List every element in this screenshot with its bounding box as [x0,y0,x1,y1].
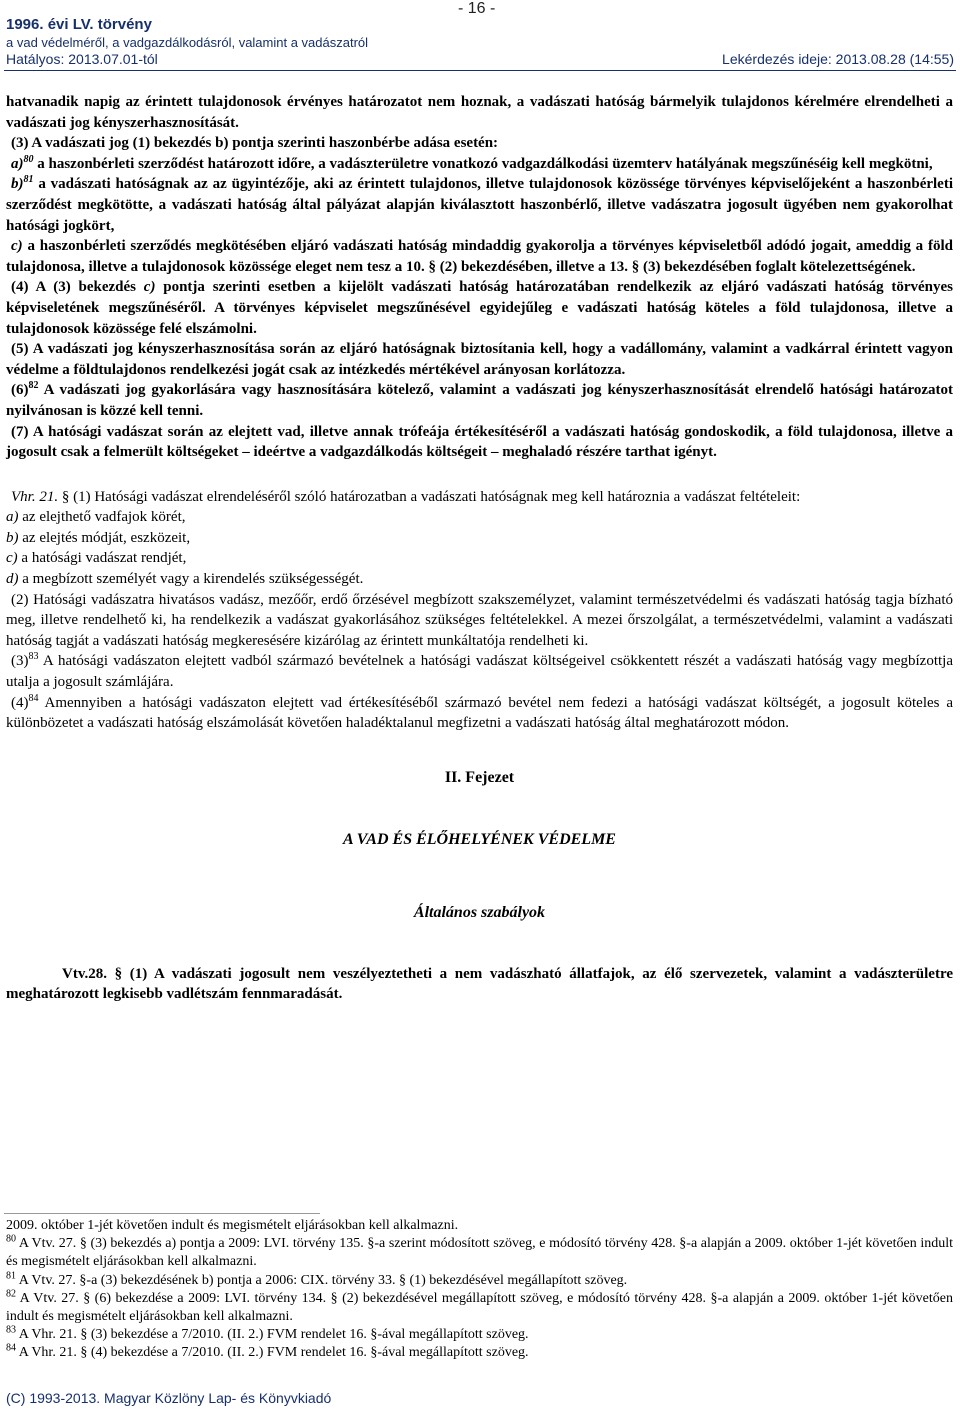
point-label: b) [6,529,19,546]
list-item [6,528,953,549]
list-item-text: a megbízott személyét vagy a kirendelés szükségességét. [18,571,364,588]
footnote-ref[interactable]: 83 [28,651,39,663]
paragraph [6,651,953,692]
paragraph-text: A vadászati jog gyakorlására vagy hasznosítására kötelező, valamint a vadászati jog kényszerhasznosítását elrendelő hatósági határozatot nyilvánosan is közzé kell tenni. [6,382,953,419]
law-subtitle: a vad védelméről, a vadgazdálkodásról, valamint a vadászatról [6,35,369,50]
footnote-ref[interactable]: 81 [23,174,34,186]
paragraph-label: (4) [11,694,29,711]
footnote-text: A Vhr. 21. § (4) bekezdése a 7/2010. (II. 2.) FVM rendelet 16. §-ával megállapított szöveg. [16,1345,529,1361]
list-item-text: az elejtés módját, eszközeit, [18,529,191,546]
paragraph-text: a haszonbérleti szerződést határozott időre, a vadászterületre vonatkozó vadgazdálkodási üzemterv hatályának megszűnéséig kell megkötni, [33,155,933,172]
page-footer: (C) 1993-2013. Magyar Közlöny Lap- és Könyvkiadó [6,1390,332,1406]
footnote-ref[interactable]: 84 [28,692,39,704]
list-item [6,548,953,569]
paragraph-text: a vadászati hatóságnak az az ügyintézője, aki az érintett tulajdonos, illetve tulajdonosok közössége törvényes képviselőjeként a haszonbérleti szerződést megkötötte, a vadászati hatóság által pályázat alapján kiválasztott haszonbérlő, illetve vadászatra jogosult ügyében nem gyakorolhat hatósági jogkört, [6,176,953,234]
footnote-ref[interactable]: 82 [28,380,39,392]
footnote-text: A Vhr. 21. § (3) bekezdése a 7/2010. (II. 2.) FVM rendelet 16. §-ával megállapított szöveg. [16,1327,529,1343]
footnote-number: 84 [6,1342,16,1354]
paragraph-text: § (1) Hatósági vadászat elrendeléséről szóló határozatban a vadászati hatóságnak meg kell határoznia a vadászat feltételeit: [58,488,801,505]
query-time: Lekérdezés ideje: 2013.08.28 (14:55) [722,51,954,67]
list-item [6,507,953,528]
point-label: c) [11,238,23,255]
chapter-title: A VAD ÉS ÉLŐHELYÉNEK VÉDELME [343,831,616,849]
paragraph-text: (4) A (3) bekezdés [11,279,144,296]
paragraph-label: (3) [11,653,29,670]
footnote [6,1326,953,1344]
paragraph [6,277,953,339]
document-body [6,92,953,1005]
paragraph-text: a haszonbérleti szerződés megkötésében eljáró vadászati hatóság mindaddig gyakorolja a törvényes képviseletből adódó jogait, ameddig a föld tulajdonosa, illetve a tulajdonosok közössége eleget nem tesz a 10. § (2) bekezdésében, illetve a 13. § (3) bekezdésében foglalt kötelezettségének. [6,238,953,275]
point-ref: c) [143,279,156,296]
point-label: d) [6,571,19,588]
point-label: b) [11,176,24,193]
paragraph [6,133,953,154]
footnote-text: A Vtv. 27. § (3) bekezdés a) pontja a 2009: LVI. törvény 135. §-a szerint módosított szöveg, e módosító törvény 428. §-a alapján a 2009. október 1-jét követően indult és megismételt eljárásokban kell alkalmazni. [6,1236,953,1270]
section-title: Általános szabályok [413,904,546,921]
footnote-number: 81 [6,1269,16,1281]
paragraph [6,174,953,236]
paragraph-text: Amennyiben a hatósági vadászaton elejtett vad értékesítéséből származó bevétel nem fedezi a hatósági vadászat költségét, a jogosult köteles a különbözetet a vadászati hatóság elszámolását követően haladéktalanul megfizetni a vadászati hatóság által meghatározott módon. [6,694,953,732]
paragraph-text: pontja szerinti esetben a kijelölt vadászati hatóság határozatában rendelkezik az eljáró vadászati hatóság törvényes képviseletének megszűnéséről. A törvényes képviselet megszűnésével egyidejűleg e vadászati hatóság köteles a föld tulajdonosa, illetve a tulajdonosok közössége felé elszámolni. [6,279,953,337]
paragraph [6,236,953,277]
paragraph [6,154,953,175]
section-ref: Vhr. 21. [11,488,59,505]
footnote-number: 82 [6,1288,16,1300]
footnote [6,1235,953,1271]
list-item [6,569,953,590]
effective-date: Hatályos: 2013.07.01-tól [6,51,158,67]
paragraph-text: A hatósági vadászaton elejtett vadból származó bevételnek a hatósági vadászat költségeivel csökkentett részét a vadászati hatóság vagy megbízottja utalja a jogosult számlájára. [6,653,953,691]
header-rule [4,70,956,71]
list-item-text: az elejthető vadfajok körét, [18,509,186,526]
list-item-text: a hatósági vadászat rendjét, [17,550,187,567]
point-label: a) [6,509,19,526]
paragraph [6,487,953,508]
footnotes [6,1217,953,1363]
footnote-number: 83 [6,1324,16,1336]
page-number: - 16 - [458,0,496,17]
paragraph: (5) A vadászati jog kényszerhasznosítása során az eljáró hatóságnak biztosítania kell, hogy a vadállomány, valamint a vadkárral érintett vagyon védelme a földtulajdonos rendelkezési jogát csak az intézkedés mértékével arányosan korlátozza. [6,341,953,378]
footnote-number: 80 [6,1233,16,1245]
paragraph: hatvanadik napig az érintett tulajdonosok érvényes határozatot nem hoznak, a vadászati hatóság bármelyik tulajdonos kérelmére elrendelheti a vadászati jog kényszerhasznosítását. [6,94,953,131]
footnote [6,1217,953,1235]
footnote-text: A Vtv. 27. §-a (3) bekezdésének b) pontja a 2006: CIX. törvény 33. § (1) bekezdésével megállapított szöveg. [16,1272,628,1288]
footnote-ref[interactable]: 80 [23,153,34,165]
point-label: c) [6,550,18,567]
point-label: a) [11,155,24,172]
chapter-heading: II. Fejezet [444,768,515,786]
law-title: 1996. évi LV. törvény [6,16,152,33]
paragraph [6,380,953,421]
paragraph-text: (3) A vadászati jog (1) bekezdés b) pontja szerinti haszonbérbe adása esetén: [11,135,499,152]
footnote [6,1290,953,1326]
footnote [6,1344,953,1362]
spacer [6,463,953,487]
footnote-text: 2009. október 1-jét követően indult és megismételt eljárásokban kell alkalmazni. [6,1218,459,1233]
footnote-rule [4,1213,320,1214]
paragraph: (2) Hatósági vadászatra hivatásos vadász, mezőőr, erdő őrzésével megbízott szakszemélyzet, valamint természetvédelmi és vadászati hatóság tagja bízható meg, illetve rendelhető ki, ha rendelkezik a vadászat gyakorlásához szükséges feltételekkel. A mezei őrszolgálat, a természetvédelmi, valamint a vadászati hatóság tagját a vadászati hatóság megkeresésére kizárólag az érintett munkáltatója rendelheti ki. [6,591,953,649]
paragraph [6,693,953,734]
paragraph: (7) A hatósági vadászat során az elejtett vad, illetve annak trófeája értékesítéséről a vadászati hatóság gondoskodik, a föld tulajdonosa, illetve a jogosult csak a felmerült költségeket – ideértve a vadgazdálkodás költségeit – meghaladó részére tarthat igényt. [6,423,953,461]
paragraph: Vtv.28. § (1) A vadászati jogosult nem veszélyeztetheti a nem vadászható állatfajok, az élő szervezetek, valamint a vadászterületre meghatározott legkisebb vadlétszám fennmaradását. [6,965,953,1003]
footnote-text: A Vtv. 27. § (6) bekezdése a 2009: LVI. törvény 134. § (2) bekezdésével megállapított szöveg, e módosító törvény 428. §-a alapján a 2009. október 1-jét követően indult és megismételt eljárásokban kell alkalmazni. [6,1290,953,1325]
paragraph-label: (6) [11,382,29,399]
footnote [6,1269,953,1290]
